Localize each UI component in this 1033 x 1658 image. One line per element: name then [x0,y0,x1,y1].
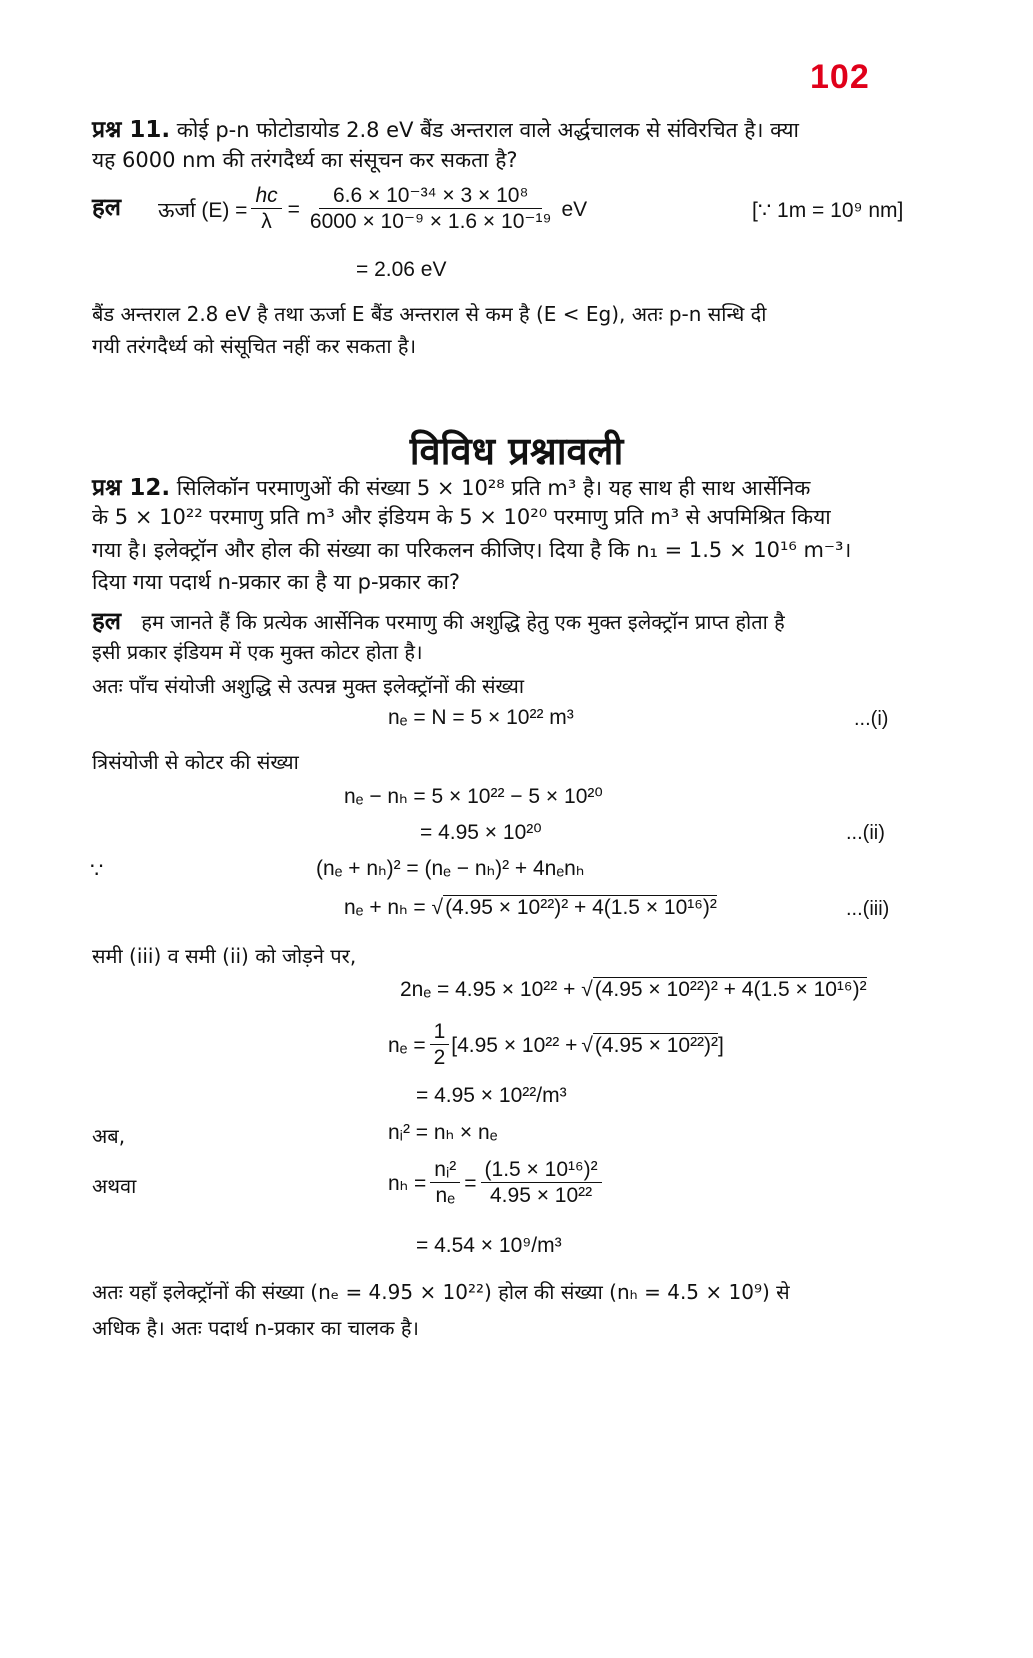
final-line2: अधिक है। अतः पदार्थ n-प्रकार का चालक है। [92,1316,420,1340]
q12-line1 [92,470,810,502]
equation-4: 2nₑ = 4.95 × 10²² + √(4.95 × 10²²)² + 4(1.5 × 10¹⁶)² [400,978,867,1001]
equation-1-number: ...(i) [854,708,889,730]
equation-3b: nₑ + nₕ = √(4.95 × 10²²)² + 4(1.5 × 10¹⁶)² [344,896,717,919]
q12-text-line4: दिया गया पदार्थ n-प्रकार का है या p-प्रकार का? [92,570,461,594]
equation-6: = 4.95 × 10²²/m³ [416,1084,567,1107]
q12-text-line1: सिलिकॉन परमाणुओं की संख्या 5 × 10²⁸ प्रति m³ है। यह साथ ही साथ आर्सेनिक [176,476,811,500]
q11-label: प्रश्न 11. [92,117,171,143]
q12-solution-line2: इसी प्रकार इंडियम में एक मुक्त कोटर होता है। [92,640,423,664]
unit-note: [∵ 1m = 10⁹ nm] [752,199,904,222]
q11-conclusion-line2: गयी तरंगदैर्ध्य को संसूचित नहीं कर सकता है। [92,334,417,358]
q12-text-line3: गया है। इलेक्ट्रॉन और होल की संख्या का परिकलन कीजिए। दिया है कि n₁ = 1.5 × 10¹⁶ m⁻³। [92,538,852,562]
trivalent-label: त्रिसंयोजी से कोटर की संख्या [92,750,299,774]
q12-label: प्रश्न 12. [92,475,171,501]
q12-text-line2: के 5 × 10²² परमाणु प्रति m³ और इंडियम के 5 × 10²⁰ परमाणु प्रति m³ से अपमिश्रित किया [92,505,831,529]
equation-2-number: ...(ii) [846,822,885,844]
q12-solution-label: हल [92,607,122,635]
equation-3a: (nₑ + nₕ)² = (nₑ − nₕ)² + 4nₑnₕ [316,857,585,880]
section-heading: विविध प्रश्नावली [409,429,624,473]
equation-2a: nₑ − nₕ = 5 × 10²² − 5 × 10²⁰ [344,785,603,808]
equation-2b: = 4.95 × 10²⁰ [420,821,542,844]
adding-label: समी (iii) व समी (ii) को जोड़ने पर, [92,944,357,968]
q12-solution-line3: अतः पाँच संयोजी अशुद्धि से उत्पन्न मुक्त इलेक्ट्रॉनों की संख्या [92,674,525,698]
energy-fraction: $\frac{\text{6.6 × 10⁻³⁴ × 3 × 10⁸}}{\text{6000 × 10⁻⁹ × 1.6 × 10⁻¹⁹}}$ [309,184,552,233]
q11-solution-label: हल [92,193,122,221]
equation-7: nᵢ² = nₕ × nₑ [388,1121,498,1144]
q12-solution-line1: हल हम जानते हैं कि प्रत्येक आर्सेनिक परमाणु की अशुद्धि हेतु एक मुक्त इलेक्ट्रॉन प्राप्त होता है [92,607,785,635]
hc-over-lambda: $\frac{hc}{\lambda}$ [251,184,281,235]
energy-label: ऊर्जा (E) = [158,198,248,222]
q11-conclusion-line1: बैंड अन्तराल 2.8 eV है तथा ऊर्जा E बैंड अन्तराल से कम है (E < Eg), अतः p-n सन्धि दी [92,302,767,326]
equation-8: nₕ = $\frac{\text{nᵢ²}}{\text{nₑ}}$ = $\frac{\text{(1.5 × 10¹⁶)²}}{\text{4.95 × 10²²}}$ [388,1158,602,1209]
now-label: अब, [92,1124,126,1148]
equation-5: nₑ = $\frac{1}{2}$ [4.95 × 10²² + √ (4.95 × 10²²)² ] [388,1020,724,1069]
or-label: अथवा [92,1174,137,1198]
q11-energy-equation: ऊर्जा (E) = $\frac{hc}{\lambda}$ = $\frac{\text{6.6 × 10⁻³⁴ × 3 × 10⁸}}{\text{6000 × 10⁻⁹ × 1.6 × 10⁻¹⁹}}$ eV [158,184,588,233]
because-symbol: ∵ [90,859,104,882]
equation-3-number: ...(iii) [846,898,890,920]
q11-text-line1: कोई p-n फोटोडायोड 2.8 eV बैंड अन्तराल वाले अर्द्धचालक से संविरचित है। क्या [176,118,799,142]
page-number: 102 [810,58,870,96]
equation-9: = 4.54 × 10⁹/m³ [416,1234,562,1257]
q11-line1 [92,112,799,144]
final-line1: अतः यहाँ इलेक्ट्रॉनों की संख्या (nₑ = 4.95 × 10²²) होल की संख्या (nₕ = 4.5 × 10⁹) से [92,1280,790,1304]
q11-result: = 2.06 eV [356,258,447,281]
equation-1: nₑ = N = 5 × 10²² m³ [388,706,574,729]
q11-text-line2: यह 6000 nm की तरंगदैर्ध्य का संसूचन कर सकता है? [92,148,518,172]
